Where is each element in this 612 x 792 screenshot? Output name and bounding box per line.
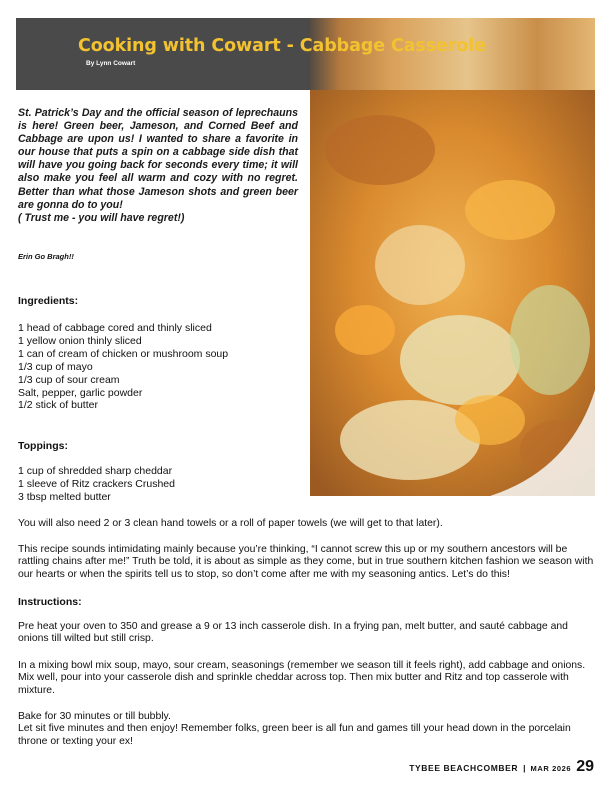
instruction-step: Bake for 30 minutes or till bubbly. Let sit five minutes and then enjoy! Remember folks, green beer is all fun and games till your head down in the porcelain throne or texting your ex! [18,711,571,747]
byline: By Lynn Cowart [86,60,136,67]
ingredient-item: 1/3 cup of mayo [18,360,93,373]
topping-item: 1 sleeve of Ritz crackers Crushed [18,477,175,490]
towels-note: You will also need 2 or 3 clean hand towels or a roll of paper towels (we will get to that later). [18,518,443,529]
topping-item: 1 cup of shredded sharp cheddar [18,465,173,477]
ingredient-item: 1/3 cup of sour cream [18,373,120,386]
instructions-heading: Instructions: [18,596,82,608]
intro-paragraph [18,107,298,225]
topping-item: 3 tbsp melted butter [18,490,111,503]
intimidating-note: This recipe sounds intimidating mainly because you’re thinking, “I cannot screw this up or my southern ancestors will be rattling chains after me!” Truth be told, it is about as simple as they come, but in true southern kitchen fashion we season with our hearts or when the spirits tell us to stop, so don’t come after me with my seasoning antics. Let’s do this! [18,544,594,580]
signoff: Erin Go Bragh!! [18,252,74,261]
ingredient-item: 1/2 stick of butter [18,399,98,412]
intro-text: St. Patrick’s Day and the official season of leprechauns is here! Green beer, Jameson, and Corned Beef and Cabbage are upon us! I wanted to share a favorite in our house that puts a spin on a cabbage side dish that will have you going back for seconds every time; it will also make you feel all warm and cozy with no regret. Better than what those Jameson shots and green beer are gonna do to you! [18,107,298,211]
toppings-heading: Toppings: [18,440,68,452]
footer-separator: | [523,763,526,773]
instruction-step: Pre heat your oven to 350 and grease a 9 or 13 inch casserole dish. In a frying pan, melt butter, and sauté cabbage and onions till wilted but still crisp. [18,621,568,645]
ingredients-heading: Ingredients: [18,295,79,307]
casserole-photo [310,90,595,496]
ingredient-item: 1 head of cabbage cored and thinly sliced [18,322,212,334]
ingredients-list [18,322,228,412]
page-number: 29 [576,758,594,775]
intro-aside: ( Trust me - you will have regret!) [18,211,185,224]
page-footer [409,758,594,776]
ingredient-item: 1 can of cream of chicken or mushroom soup [18,347,229,360]
issue-date: MAR 2026 [530,764,572,773]
toppings-list [18,465,175,504]
ingredient-item: Salt, pepper, garlic powder [18,386,143,399]
instruction-step: In a mixing bowl mix soup, mayo, sour cream, seasonings (remember we season till it feels right), add cabbage and onions. Mix well, pour into your casserole dish and sprinkle cheddar across top. Then mix butter and Ritz and top casserole with mixture. [18,660,586,696]
ingredient-item: 1 yellow onion thinly sliced [18,334,142,347]
article-title: Cooking with Cowart - Cabbage Casserole [78,36,486,56]
publication-name: TYBEE BEACHCOMBER [409,763,519,773]
